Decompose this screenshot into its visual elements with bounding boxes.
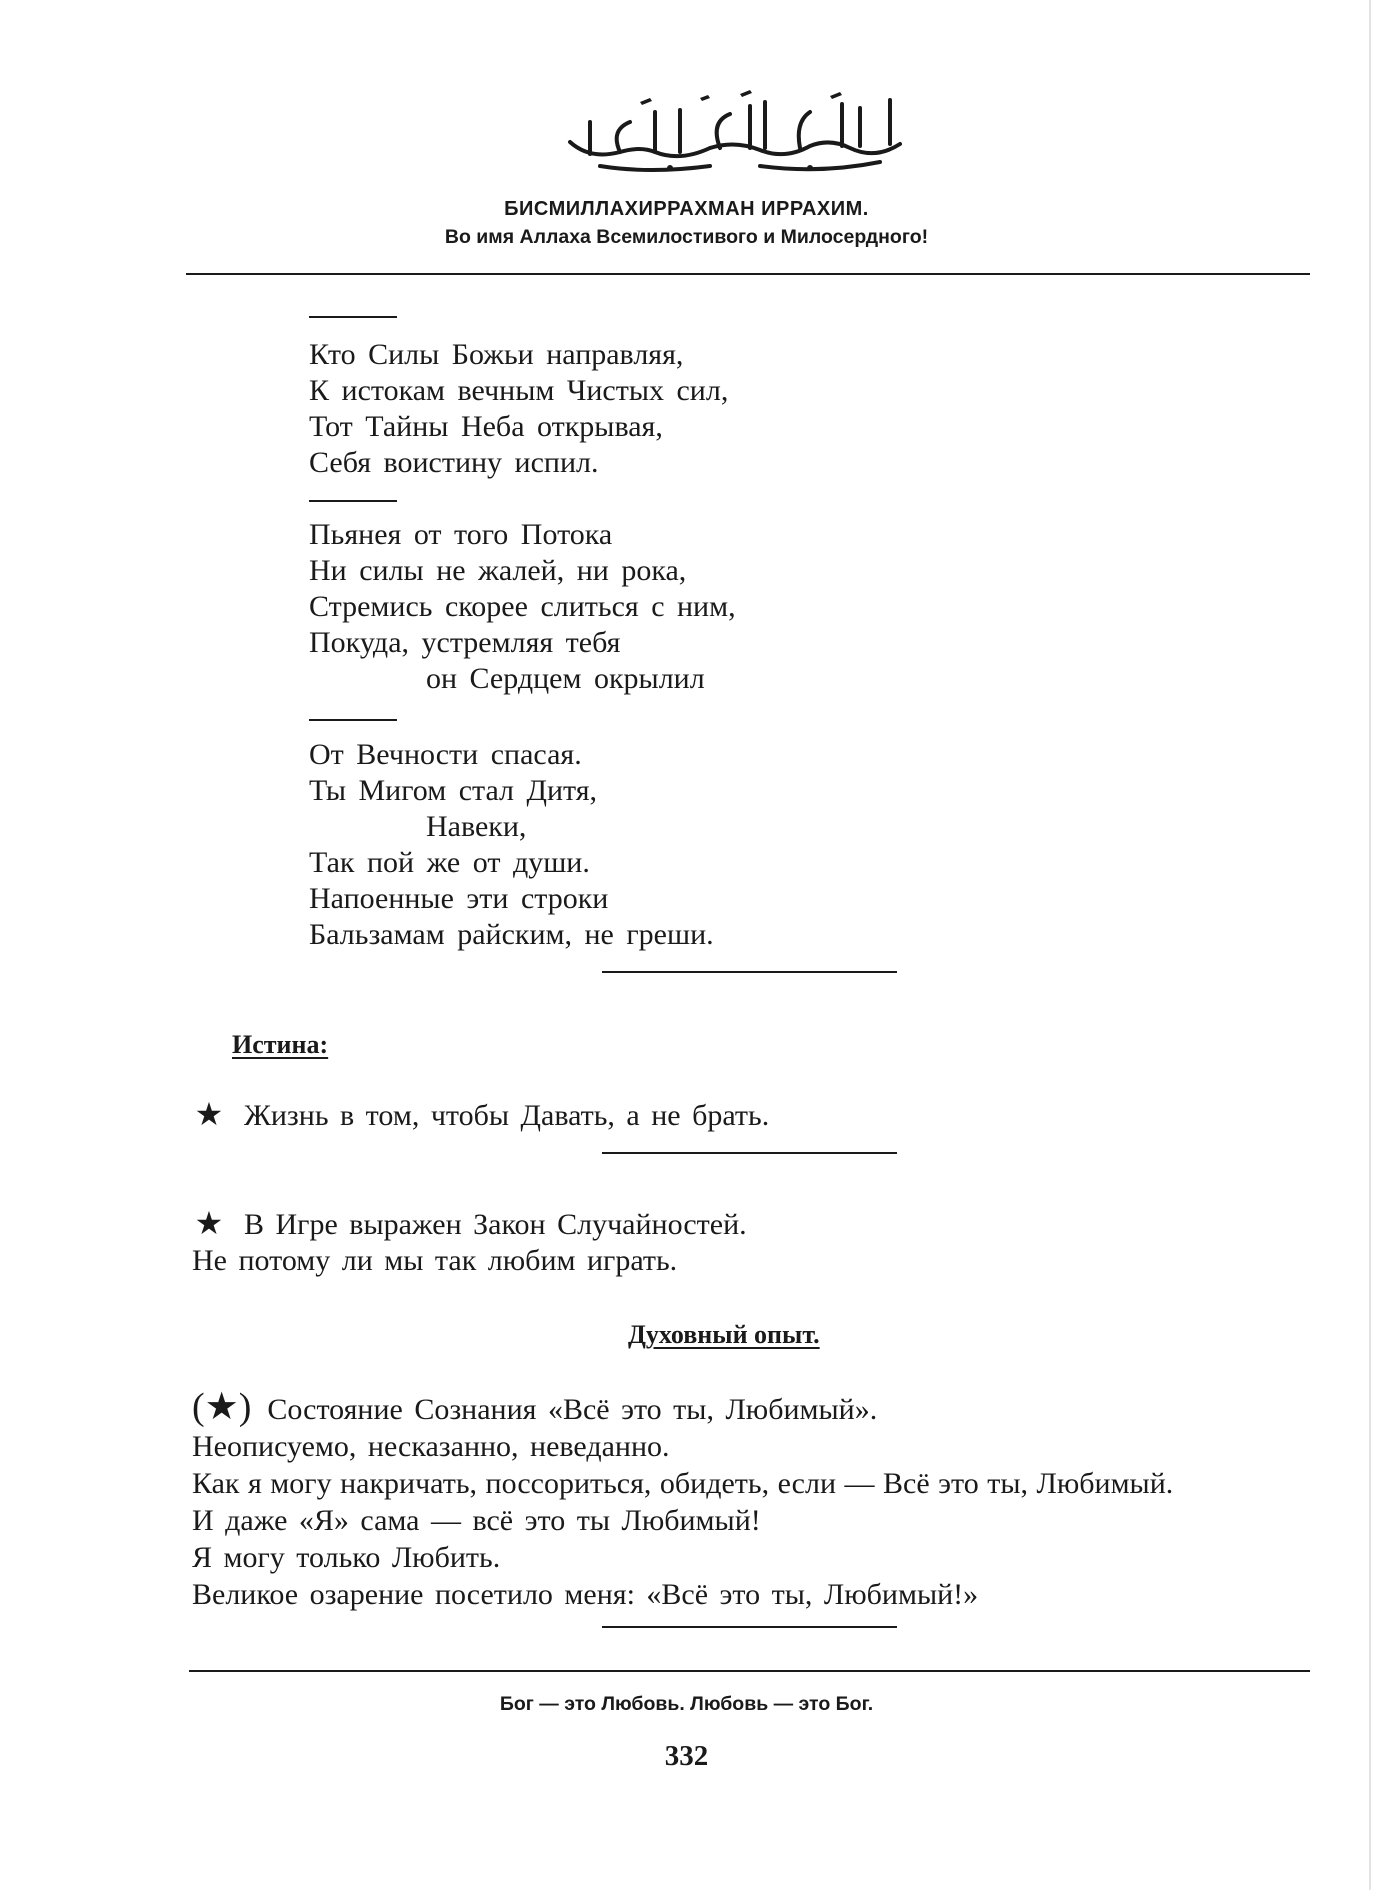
header-rule — [186, 273, 1310, 275]
section-divider — [602, 971, 897, 973]
verse-line: К истокам вечным Чистых сил, — [309, 374, 729, 407]
footer-motto: Бог — это Любовь. Любовь — это Бог. — [499, 1693, 874, 1715]
verse-line: Ты Мигом стал Дитя, — [309, 774, 598, 807]
truth-item-text: Жизнь в том, чтобы Давать, а не брать. — [244, 1099, 770, 1132]
stanza-1 — [309, 337, 728, 481]
verse-line: Тот Тайны Неба открывая, — [309, 410, 663, 443]
experience-heading: Духовный опыт. — [628, 1320, 820, 1349]
stanza-dash-3 — [309, 719, 397, 721]
stanza-dash-2 — [309, 500, 397, 502]
experience-line: Состояние Сознания «Всё это ты, Любимый». — [267, 1393, 878, 1426]
verse-line: Стремись скорее слиться с ним, — [309, 590, 736, 623]
verse-line: Себя воистину испил. — [309, 446, 599, 479]
bismillah-calligraphy — [560, 82, 920, 177]
page-edge — [1369, 0, 1371, 1890]
header-subtitle: Во имя Аллаха Всемилостивого и Милосердного! — [444, 226, 929, 248]
verse-line: он Сердцем окрылил — [426, 662, 705, 695]
verse-line: Ни силы не жалей, ни рока, — [309, 554, 687, 587]
truth-heading: Истина: — [232, 1030, 329, 1059]
truth-item-2 — [192, 1205, 747, 1279]
footer-rule — [189, 1670, 1310, 1672]
page-number: 332 — [664, 1740, 709, 1772]
verse-line: Бальзамам райским, не греши. — [309, 918, 714, 951]
verse-line: Покуда, устремляя тебя — [309, 626, 621, 659]
experience-body — [192, 1386, 1174, 1613]
verse-line: Напоенные эти строки — [309, 882, 609, 915]
verse-line: От Вечности спасая. — [309, 738, 582, 771]
experience-line: Великое озарение посетило меня: «Всё это ты, Любимый!» — [192, 1578, 979, 1611]
verse-line: Пьянея от того Потока — [309, 518, 613, 551]
verse-line: Навеки, — [426, 810, 527, 843]
star-icon: ★ — [194, 1096, 224, 1132]
stanza-3 — [309, 737, 714, 953]
stanza-dash-1 — [309, 316, 397, 318]
star-icon: ★ — [194, 1205, 224, 1241]
truth-item-text: В Игре выражен Закон Случайностей. — [244, 1208, 747, 1241]
section-divider — [602, 1626, 897, 1628]
header-title: БИСМИЛЛАХИРРАХМАН ИРРАХИМ. — [504, 198, 869, 220]
section-divider — [602, 1152, 897, 1154]
stanza-2 — [309, 517, 736, 697]
verse-line: Кто Силы Божьи направляя, — [309, 338, 684, 371]
experience-line: Как я могу накричать, поссориться, обидеть, если — Всё это ты, Любимый. — [192, 1467, 1174, 1500]
experience-line: Неописуемо, несказанно, неведанно. — [192, 1430, 670, 1463]
experience-line: И даже «Я» сама — всё это ты Любимый! — [192, 1504, 761, 1537]
verse-line: Так пой же от души. — [309, 846, 590, 879]
truth-item-text: Не потому ли мы так любим играть. — [192, 1244, 678, 1277]
experience-line: Я могу только Любить. — [192, 1541, 501, 1574]
star-in-parens-icon: (★) — [192, 1386, 252, 1428]
truth-item-1 — [192, 1096, 769, 1134]
